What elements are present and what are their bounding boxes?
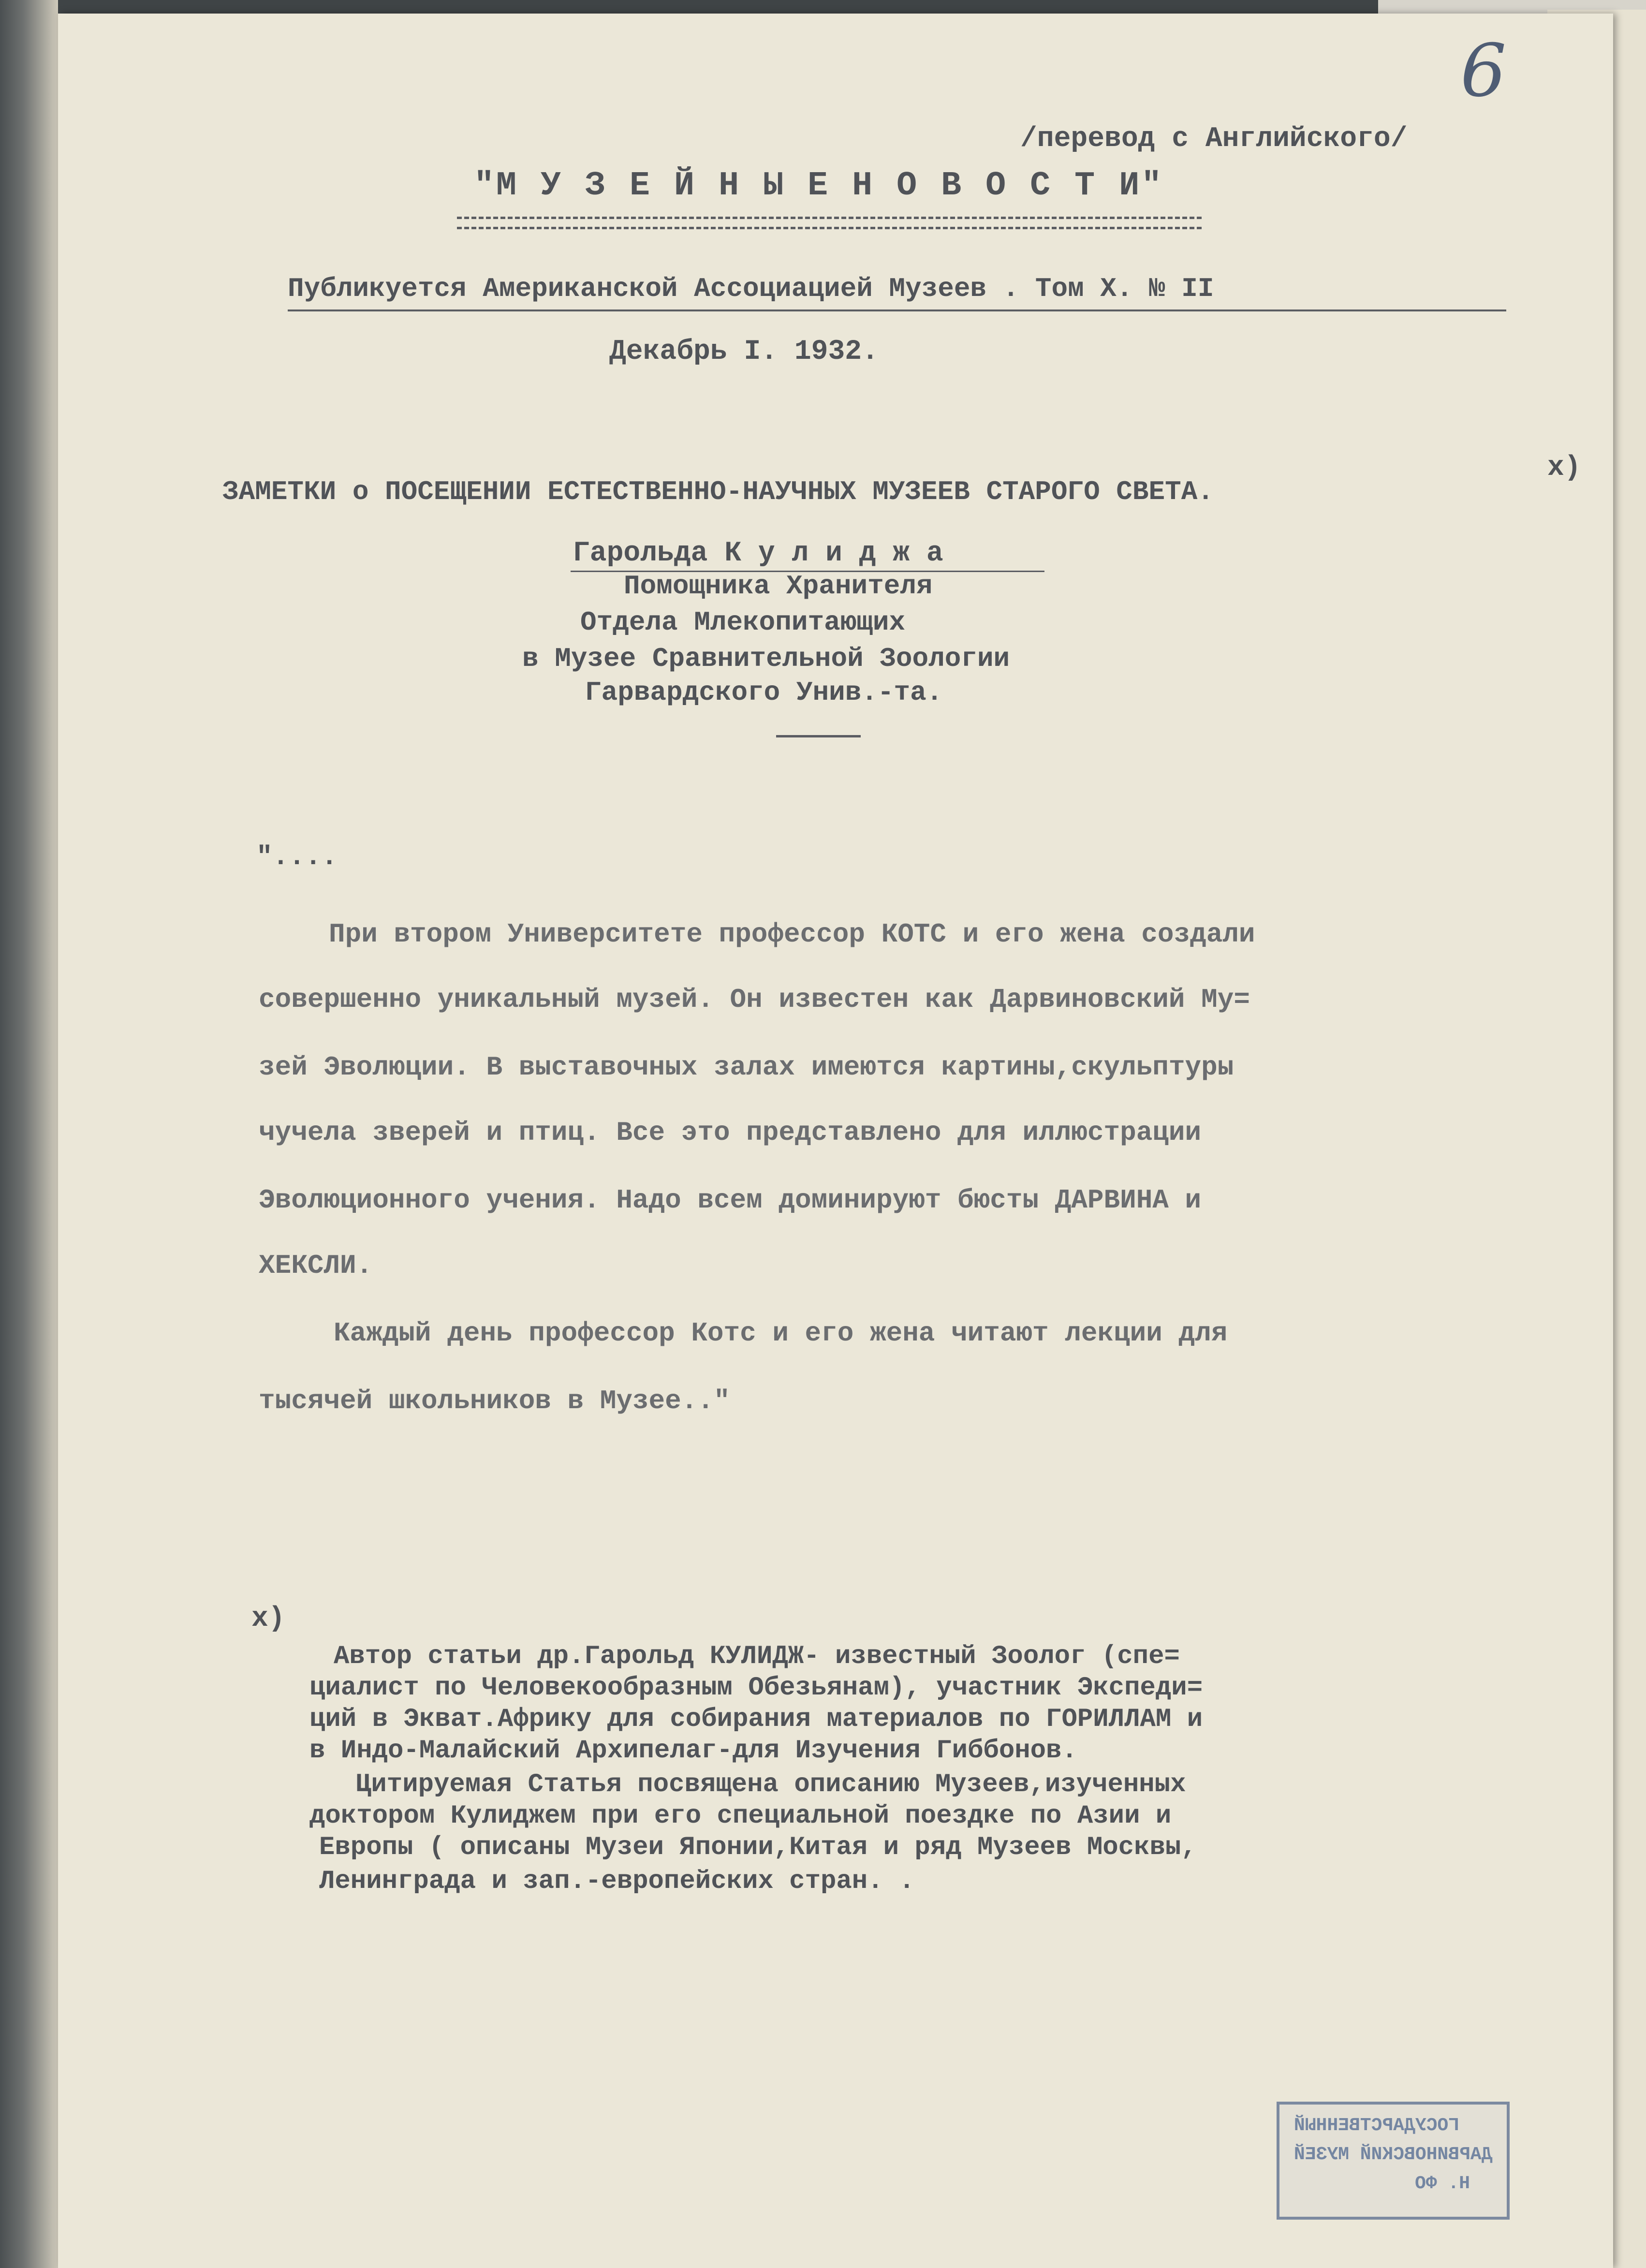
archive-stamp [1277,2102,1510,2220]
binding-edge [0,0,58,2268]
footnote-line: ций в Экват.Африку для собирания материалов по ГОРИЛЛАМ и [309,1705,1203,1734]
author-line: Отдела Млекопитающих [580,607,906,638]
quote-open: ".... [256,841,338,872]
stamp-line: ГОСУДАРСТВЕННЫЙ [1294,2115,1460,2136]
stamp-line: Н. ФО [1415,2173,1470,2194]
footnote-line: Европы ( описаны Музеи Японии,Китая и ряд Музеев Москвы, [319,1833,1197,1862]
body-line: При втором Университете профессор КОТС и его жена создали [329,919,1255,950]
body-line: чучела зверей и птиц. Все это представлено для иллюстрации [259,1117,1202,1148]
magazine-title: "М У З Е Й Н Ы Е Н О В О С Т И" [474,167,1164,205]
body-line: зей Эволюции. В выставочных залах имеются картины,скульптуры [259,1052,1234,1083]
date-line: Декабрь I. 1932. [609,336,879,368]
publisher-line: Публикуется Американской Ассоциацией Музеев . Том X. № II [288,273,1214,304]
title-double-underline [457,217,1202,229]
body-line: Эволюционного учения. Надо всем доминируют бюсты ДАРВИНА и [259,1185,1202,1216]
footnote-marker: x) [1547,452,1581,484]
publisher-underline [288,309,1506,311]
folio-number: 6 [1460,29,1507,113]
body-line: Каждый день профессор Котс и его жена читают лекции для [334,1318,1228,1349]
body-line: ХЕКСЛИ. [259,1250,373,1281]
author-line: Гарвардского Унив.-та. [585,677,943,708]
separator-dash [776,735,861,737]
footnote-line: Ленинграда и зап.-европейских стран. . [319,1867,915,1896]
stamp-line: ДАРВИНОВСКИЙ МУЗЕЙ [1294,2144,1493,2165]
footnote-line: Автор статьи др.Гарольд КУЛИДЖ- известный Зоолог (спе= [334,1642,1180,1671]
author-line: в Музее Сравнительной Зоологии [522,643,1010,674]
translation-note: /перевод с Английского/ [1020,123,1408,155]
footnote-line: Цитируемая Статья посвящена описанию Музеев,изученных [355,1770,1186,1799]
footnote-line: доктором Кулиджем при его специальной поездке по Азии и [309,1801,1172,1831]
body-line: тысячей школьников в Музее.." [259,1385,730,1416]
footnote-marker: x) [251,1603,285,1635]
article-title: ЗАМЕТКИ о ПОСЕЩЕНИИ ЕСТЕСТВЕННО-НАУЧНЫХ МУЗЕЕВ СТАРОГО СВЕТА. [222,476,1214,507]
footnote-line: в Индо-Малайский Архипелаг-для Изучения Гиббонов. [309,1736,1077,1766]
author-line: Помощника Хранителя [624,571,933,602]
body-line: совершенно уникальный музей. Он известен как Дарвиновский Му= [259,984,1250,1015]
author-name: Гарольда К у л и д ж а [573,538,943,569]
footnote-line: циалист по Человекообразным Обезьянам), участник Экспеди= [309,1673,1203,1703]
